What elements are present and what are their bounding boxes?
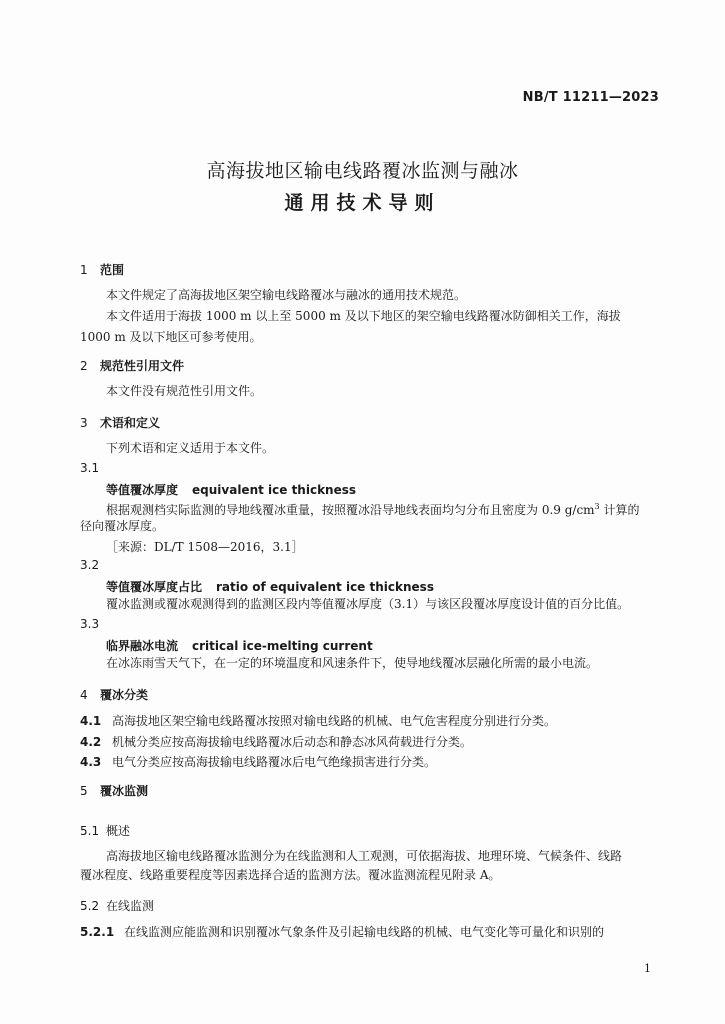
section-number: 4 <box>80 688 88 702</box>
term-number: 3.3 <box>80 617 100 631</box>
term-definition: 在冰冻雨雪天气下，在一定的环境温度和风速条件下，使导地线覆冰层融化所需的最小电流。 <box>106 656 599 670</box>
section-1-heading <box>80 261 124 278</box>
term-en: ratio of equivalent ice thickness <box>216 580 434 594</box>
definition-text: 根据观测档实际监测的导地线覆冰重量，按照覆冰沿导地线表面均匀分布且密度为 0.9 g/cm <box>106 503 595 517</box>
standard-code: NB/T 11211—2023 <box>522 90 659 105</box>
section-number: 1 <box>80 263 88 277</box>
term-source: ［来源：DL/T 1508—2016，3.1］ <box>106 540 304 554</box>
clause-text: 在线监测应能监测和识别覆冰气象条件及引起输电线路的机械、电气变化等可量化和识别的 <box>124 925 605 939</box>
term-en: critical ice-melting current <box>192 639 373 653</box>
paragraph: 1000 m 及以下地区可参考使用。 <box>80 330 262 344</box>
subsection-5-2-heading <box>80 897 154 914</box>
section-number: 3 <box>80 416 88 430</box>
term-heading <box>106 578 434 595</box>
clause-number: 5.2.1 <box>80 925 115 939</box>
subsection-5-1-heading <box>80 822 130 839</box>
clause-text: 电气分类应按高海拔输电线路覆冰后电气绝缘损害进行分类。 <box>112 755 437 769</box>
subsection-title: 在线监测 <box>106 899 155 913</box>
section-number: 5 <box>80 784 88 798</box>
subsection-number: 5.1 <box>80 824 100 838</box>
section-title: 术语和定义 <box>100 416 161 430</box>
definition-text: 计算的 <box>599 503 640 517</box>
clause-4-2 <box>80 733 472 750</box>
section-title: 范围 <box>100 263 125 277</box>
section-title: 覆冰监测 <box>100 784 149 798</box>
clause-4-1 <box>80 712 556 729</box>
section-title: 覆冰分类 <box>100 688 149 702</box>
document-title: 高海拔地区输电线路覆冰监测与融冰 <box>206 160 519 182</box>
section-number: 2 <box>80 359 88 373</box>
term-number: 3.1 <box>80 461 100 475</box>
section-2-heading <box>80 357 184 374</box>
paragraph: 本文件没有规范性引用文件。 <box>106 384 263 398</box>
page-number: 1 <box>644 962 651 975</box>
clause-number: 4.3 <box>80 755 102 769</box>
document-subtitle: 通用技术导则 <box>284 192 441 214</box>
section-3-heading <box>80 414 160 431</box>
clause-4-3 <box>80 753 436 770</box>
term-definition: 覆冰监测或覆冰观测得到的监测区段内等值覆冰厚度（3.1）与该区段覆冰厚度设计值的百分比值。 <box>106 597 630 611</box>
section-4-heading <box>80 686 148 703</box>
term-cn: 等值覆冰厚度 <box>106 483 179 497</box>
section-5-heading <box>80 782 148 799</box>
term-definition: 径向覆冰厚度。 <box>80 519 165 533</box>
paragraph: 本文件适用于海拔 1000 m 以上至 5000 m 及以下地区的架空输电线路覆冰防御相关工作，海拔 <box>106 309 621 323</box>
term-heading <box>106 481 356 498</box>
paragraph: 本文件规定了高海拔地区架空输电线路覆冰与融冰的通用技术规范。 <box>106 288 467 302</box>
clause-number: 4.2 <box>80 735 102 749</box>
section-title: 规范性引用文件 <box>100 359 185 373</box>
term-cn: 临界融冰电流 <box>106 639 179 653</box>
clause-text: 机械分类应按高海拔输电线路覆冰后动态和静态冰风荷载进行分类。 <box>112 735 473 749</box>
subsection-number: 5.2 <box>80 899 100 913</box>
clause-number: 4.1 <box>80 714 102 728</box>
paragraph: 覆冰程度、线路重要程度等因素选择合适的监测方法。覆冰监测流程见附录 A。 <box>80 868 501 882</box>
paragraph: 下列术语和定义适用于本文件。 <box>106 441 275 455</box>
subsection-title: 概述 <box>106 824 131 838</box>
clause-5-2-1 <box>80 923 604 940</box>
paragraph: 高海拔地区输电线路覆冰监测分为在线监测和人工观测，可依据海拔、地理环境、气候条件、线路 <box>106 849 623 863</box>
term-heading <box>106 637 373 654</box>
clause-text: 高海拔地区架空输电线路覆冰按照对输电线路的机械、电气危害程度分别进行分类。 <box>112 714 557 728</box>
term-definition <box>106 498 639 519</box>
term-number: 3.2 <box>80 558 100 572</box>
term-en: equivalent ice thickness <box>192 483 357 497</box>
term-cn: 等值覆冰厚度占比 <box>106 580 203 594</box>
superscript: 3 <box>594 502 600 511</box>
